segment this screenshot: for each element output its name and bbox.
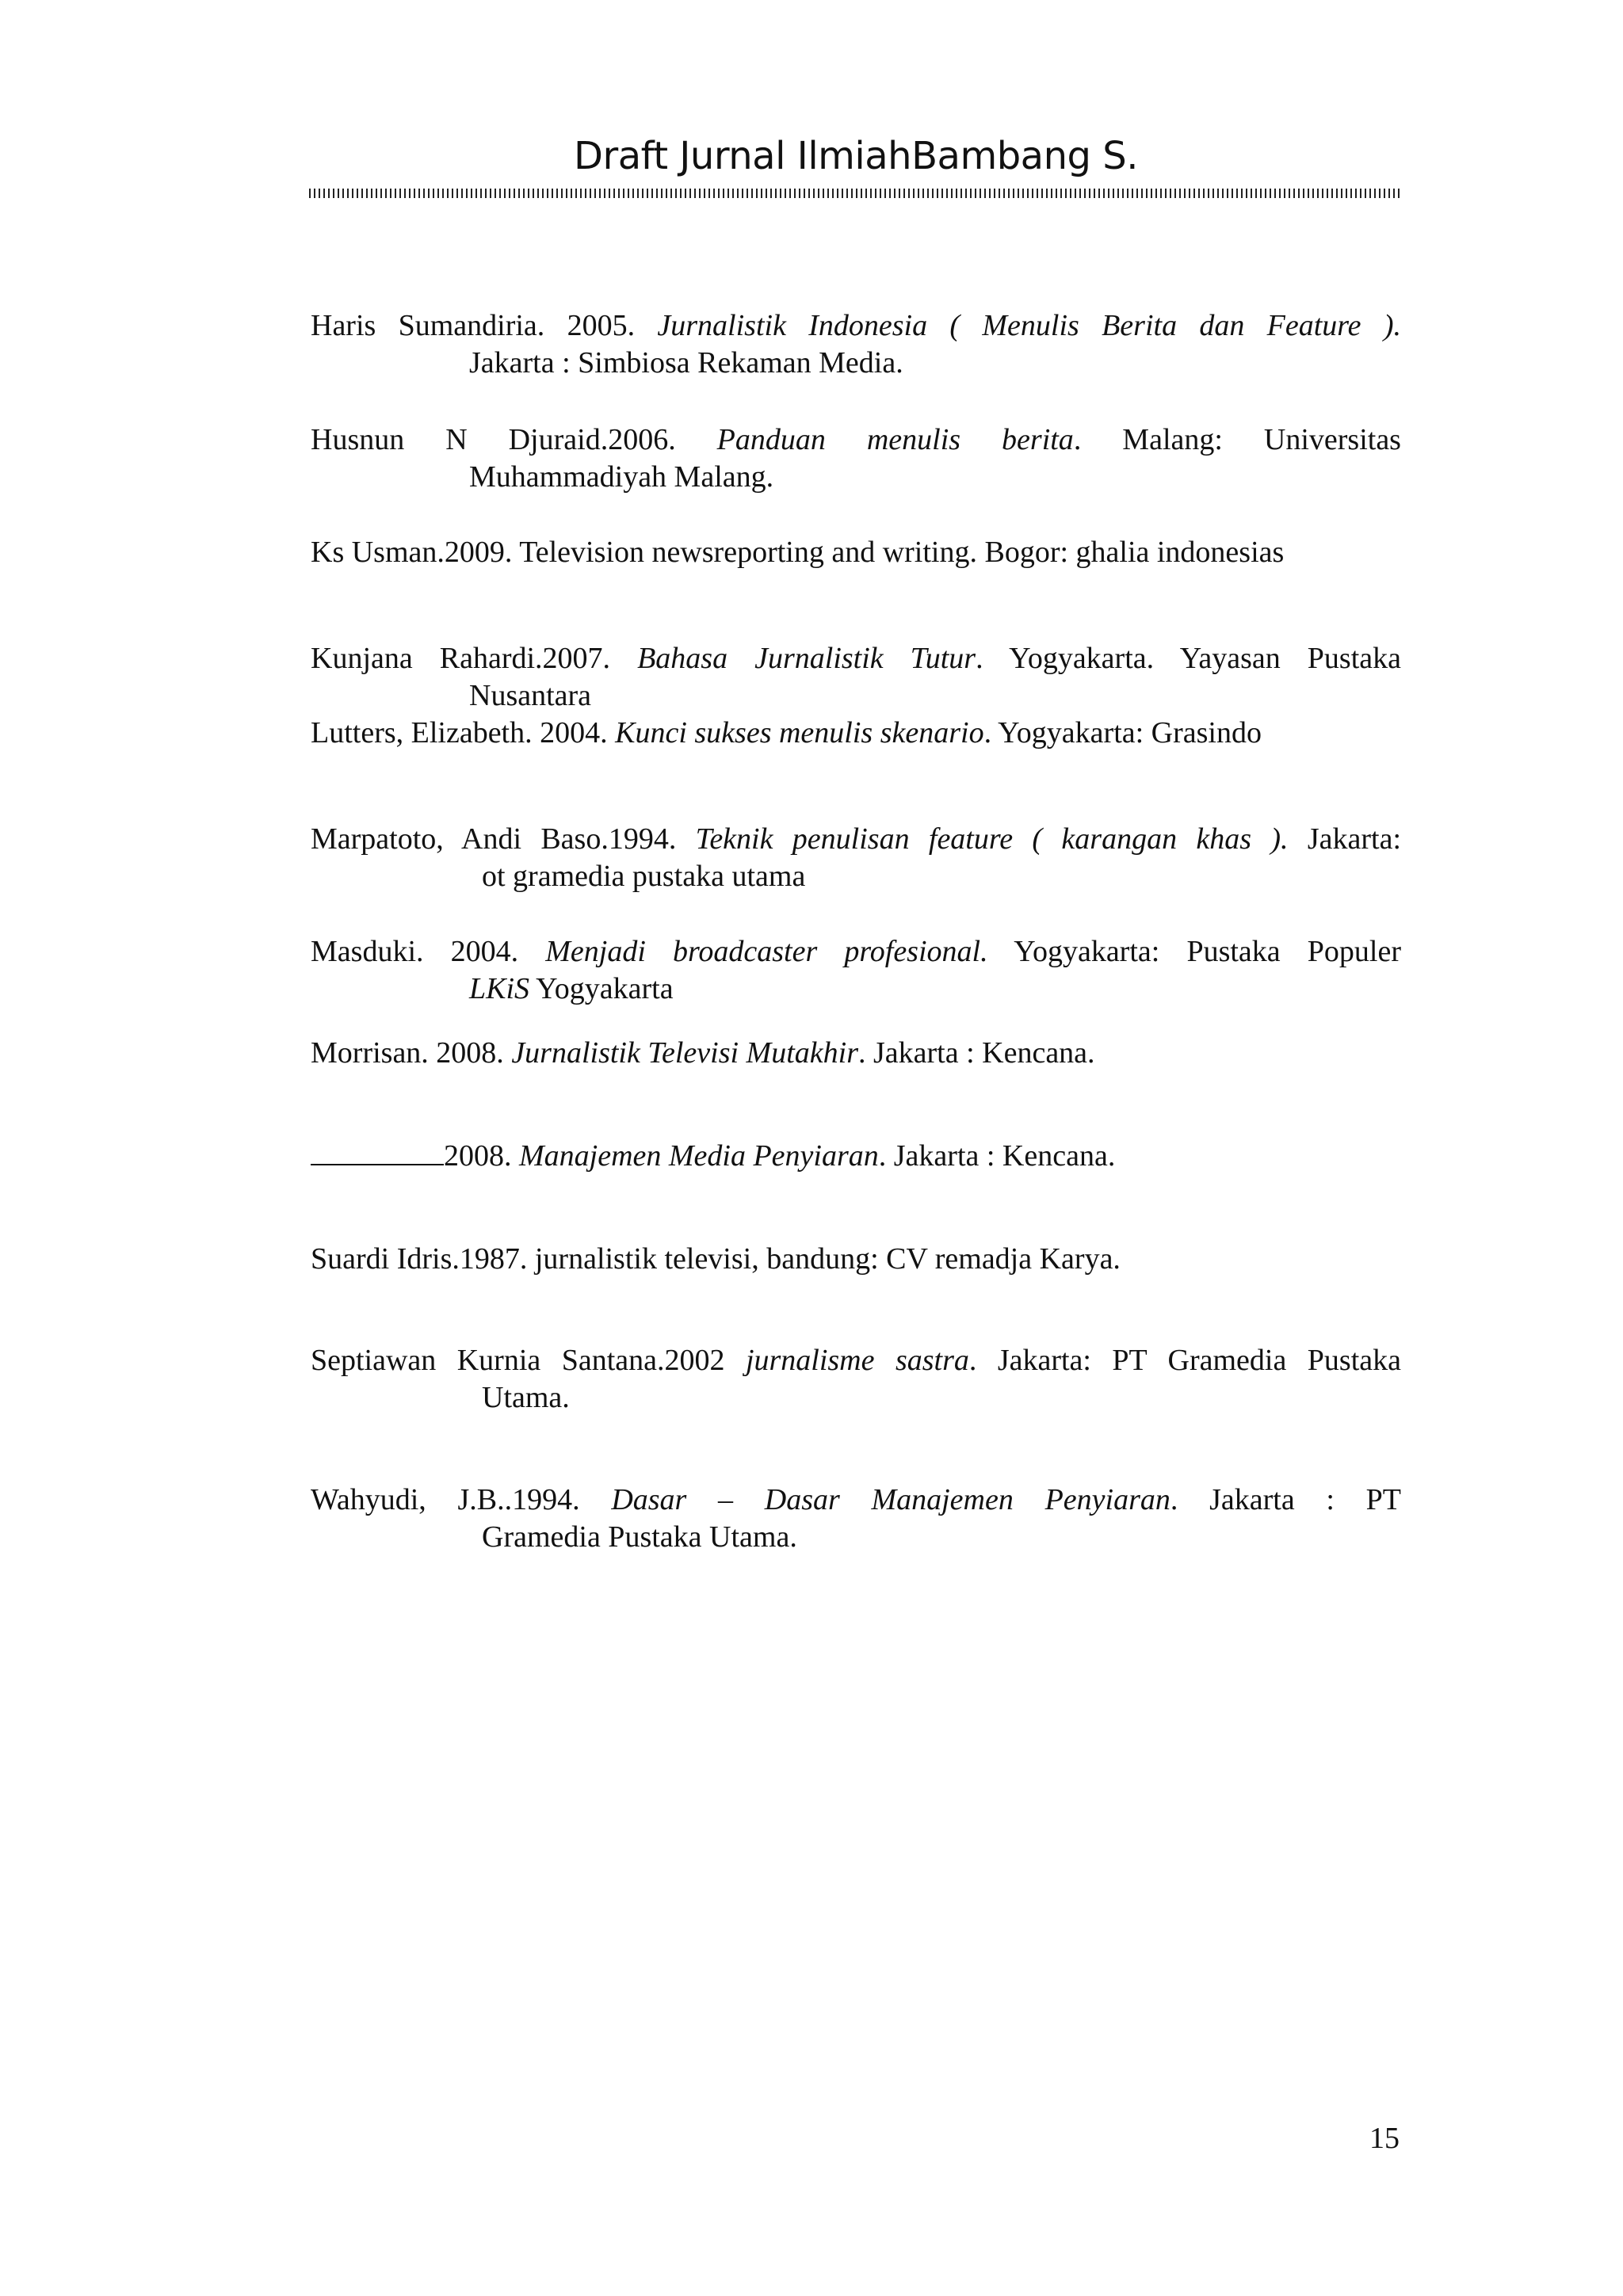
reference-line: Haris Sumandiria. 2005. Jurnalistik Indonesia ( Menulis Berita dan Feature ). [311, 309, 1401, 342]
reference-item [311, 1138, 1401, 1175]
reference-line: Marpatoto, Andi Baso.1994. Teknik penulisan feature ( karangan khas ). Jakarta: [311, 822, 1402, 856]
reference-item [311, 1035, 1401, 1072]
reference-line: Masduki. 2004. Menjadi broadcaster profesional. Yogyakarta: Pustaka Populer [311, 935, 1401, 968]
reference-item [311, 307, 1401, 382]
reference-continuation: ot gramedia pustaka utama [482, 860, 806, 893]
reference-line: Wahyudi, J.B..1994. Dasar – Dasar Manajemen Penyiaran. Jakarta : PT [311, 1483, 1402, 1516]
reference-line: 2008. Manajemen Media Penyiaran. Jakarta : Kencana. [311, 1138, 1401, 1175]
reference-continuation: LKiS Yogyakarta [469, 972, 674, 1005]
reference-continuation: Utama. [482, 1381, 570, 1414]
reference-continuation: Jakarta : Simbiosa Rekaman Media. [469, 346, 903, 379]
running-header [309, 133, 1403, 200]
reference-item [311, 715, 1401, 752]
header-title: Draft Jurnal IlmiahBambang S. [574, 134, 1138, 178]
reference-item [311, 933, 1401, 1008]
reference-item [311, 821, 1401, 895]
header-dotted-rule [309, 189, 1403, 198]
reference-line: Suardi Idris.1987. jurnalistik televisi, bandung: CV remadja Karya. [311, 1242, 1121, 1276]
reference-line: Morrisan. 2008. Jurnalistik Televisi Mutakhir. Jakarta : Kencana. [311, 1036, 1095, 1070]
reference-line: Septiawan Kurnia Santana.2002 jurnalisme sastra. Jakarta: PT Gramedia Pustaka [311, 1344, 1401, 1377]
reference-line: Husnun N Djuraid.2006. Panduan menulis berita. Malang: Universitas [311, 423, 1401, 456]
reference-item [311, 1342, 1401, 1417]
reference-item [311, 534, 1401, 571]
reference-continuation: Nusantara [469, 679, 592, 712]
reference-item [311, 640, 1401, 715]
page-number: 15 [1369, 2122, 1400, 2155]
reference-line: Lutters, Elizabeth. 2004. Kunci sukses menulis skenario. Yogyakarta: Grasindo [311, 716, 1262, 749]
reference-continuation: Muhammadiyah Malang. [469, 460, 774, 494]
reference-item [311, 421, 1401, 496]
reference-line: Kunjana Rahardi.2007. Bahasa Jurnalistik Tutur. Yogyakarta. Yayasan Pustaka [311, 642, 1402, 675]
reference-item [311, 1482, 1401, 1556]
reference-item [311, 1241, 1401, 1278]
reference-continuation: Gramedia Pustaka Utama. [482, 1520, 797, 1554]
reference-line: Ks Usman.2009. Television newsreporting and writing. Bogor: ghalia indonesias [311, 536, 1285, 569]
repeated-author-blank [311, 1138, 444, 1165]
